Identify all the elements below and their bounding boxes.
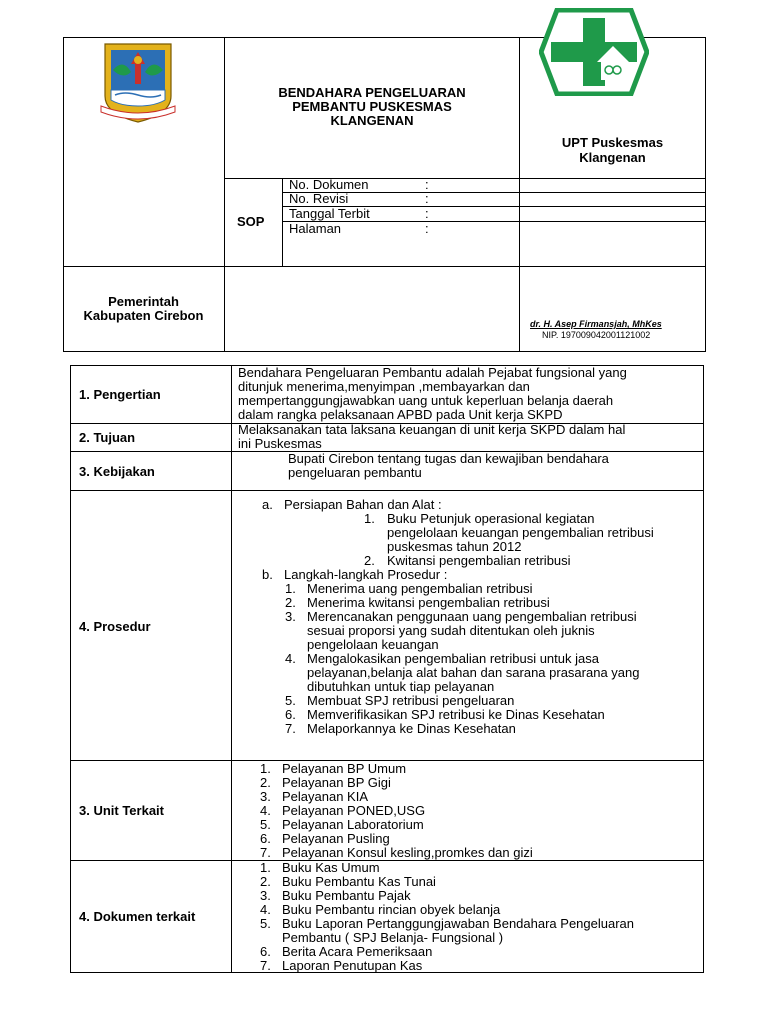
- government-name: Pemerintah Kabupaten Cirebon: [83, 294, 204, 323]
- sop-label: SOP: [237, 214, 265, 229]
- signatory-nip: NIP. 197009042001121002: [542, 330, 651, 340]
- kabupaten-cirebon-logo: [95, 40, 181, 126]
- document-title: BENDAHARA PENGELUARAN PEMBANTU PUSKESMAS KLANGENAN: [278, 85, 466, 128]
- organization-name: UPT Puskesmas Klangenan: [561, 135, 664, 165]
- puskesmas-logo: [539, 8, 649, 96]
- signatory-name: dr. H. Asep Firmansjah, MhKes: [530, 319, 662, 329]
